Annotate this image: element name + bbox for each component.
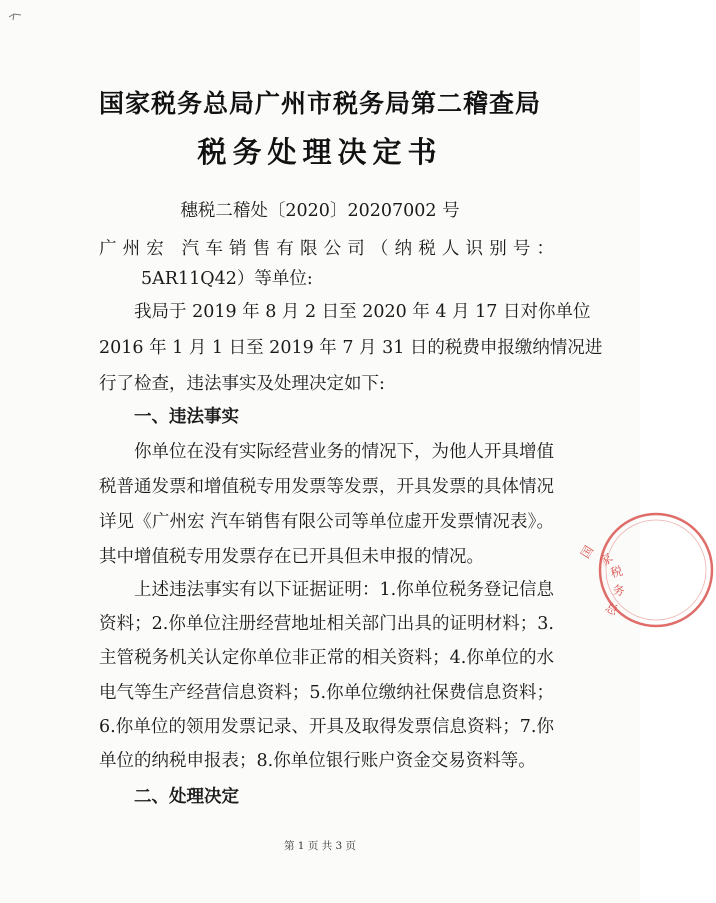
paragraph-line: 单位的纳税申报表；8.你单位银行账户资金交易资料等。 (99, 751, 536, 771)
paragraph-line: 6.你单位的领用发票记录、开具及取得发票信息资料；7.你 (99, 717, 554, 737)
paragraph-line: 我局于 2019 年 8 月 2 日至 2020 年 4 月 17 日对你单位 (134, 302, 591, 322)
paragraph-line: 电气等生产经营信息资料；5.你单位缴纳社保费信息资料； (99, 683, 554, 703)
document-title: 国家税务总局广州市税务局第二稽查局 (98, 89, 541, 118)
paragraph-line: 主管税务机关认定你单位非正常的相关资料；4.你单位的水 (99, 648, 554, 668)
document-subtitle: 税务处理决定书 (197, 135, 443, 169)
svg-text:税: 税 (608, 563, 625, 581)
paragraph-line: 资料；2.你单位注册经营地址相关部门出具的证明材料；3. (99, 614, 554, 634)
document-number: 穗税二稽处〔2020〕20207002 号 (180, 201, 460, 221)
section-heading: 二、处理决定 (134, 787, 239, 807)
svg-text:务: 务 (611, 582, 626, 599)
addressee-line: 广州宏 汽车销售有限公司（纳税人识别号： (99, 239, 554, 259)
paragraph-line: 税普通发票和增值税专用发票等发票，开具发票的具体情况 (99, 477, 554, 497)
paragraph-line: 上述违法事实有以下证据证明：1.你单位税务登记信息 (134, 580, 554, 600)
section-heading: 一、违法事实 (134, 407, 239, 427)
paragraph-line: 详见《广州宏 汽车销售有限公司等单位虚开发票情况表》。 (99, 512, 554, 532)
svg-text:家: 家 (597, 550, 616, 569)
official-seal-icon (578, 510, 716, 630)
paragraph-line: 你单位在没有实际经营业务的情况下，为他人开具增值 (134, 442, 554, 462)
addressee-line: 5AR11Q42）等单位: (141, 269, 313, 289)
svg-text:国: 国 (578, 543, 597, 561)
page-footer: 第 1 页 共 3 页 (283, 840, 357, 852)
svg-text:总: 总 (603, 600, 621, 619)
paragraph-line: 2016 年 1 月 1 日至 2019 年 7 月 31 日的税费申报缴纳情况进 (99, 338, 603, 358)
corner-mark-icon (8, 12, 22, 22)
paragraph-line: 其中增值税专用发票存在已开具但未申报的情况。 (99, 547, 484, 567)
paragraph-line: 行了检查，违法事实及处理决定如下: (99, 374, 385, 394)
